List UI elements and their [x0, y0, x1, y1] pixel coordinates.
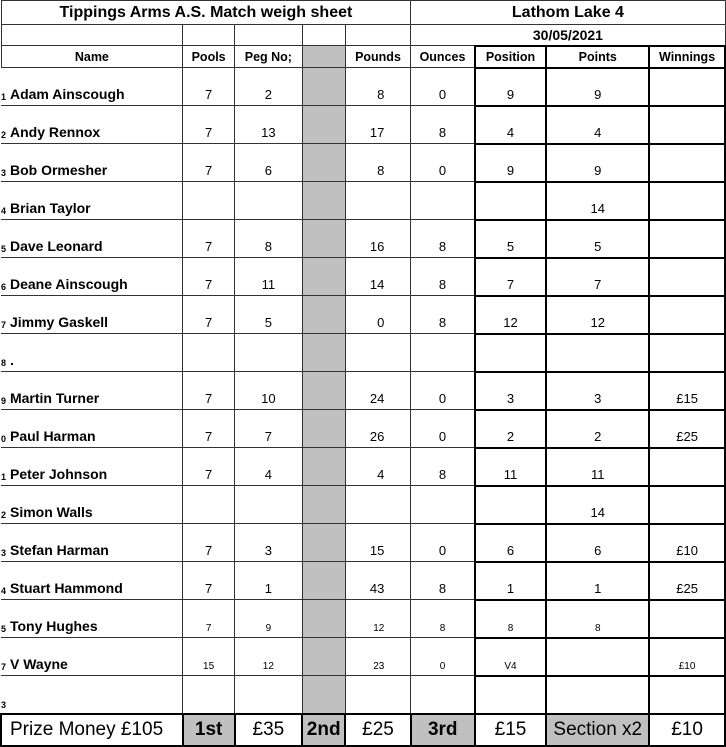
column-header-winnings: Winnings [649, 46, 725, 68]
pools-cell: 7 [183, 600, 235, 638]
peg-cell: 10 [235, 372, 303, 410]
angler-name: Jimmy Gaskell [8, 296, 183, 334]
row-number: 6 [1, 258, 8, 296]
column-header-position: Position [475, 46, 547, 68]
pools-cell: 7 [183, 258, 235, 296]
points-cell: 4 [546, 106, 649, 144]
position-cell: 7 [475, 258, 547, 296]
peg-cell: 13 [235, 106, 303, 144]
grey-spacer [302, 676, 345, 714]
points-cell: 14 [546, 182, 649, 220]
row-number: 3 [1, 144, 8, 182]
angler-name: Martin Turner [8, 372, 183, 410]
row-number: 3 [1, 524, 8, 562]
pools-cell: 7 [183, 220, 235, 258]
row-number: 0 [1, 410, 8, 448]
row-number: 4 [1, 562, 8, 600]
pools-cell: 7 [183, 562, 235, 600]
table-row [1, 448, 725, 486]
ounces-cell: 8 [411, 600, 475, 638]
column-header-ounces: Ounces [411, 46, 475, 68]
prize-money-total: Prize Money £105 [1, 714, 183, 746]
winnings-cell: £25 [649, 562, 725, 600]
position-cell: 8 [475, 600, 547, 638]
pounds-cell: 43 [345, 562, 411, 600]
grey-spacer [302, 258, 345, 296]
winnings-cell [649, 258, 725, 296]
winnings-cell [649, 448, 725, 486]
table-row [1, 144, 725, 182]
points-cell: 9 [546, 68, 649, 106]
angler-name: V Wayne [8, 638, 183, 676]
pounds-cell: 17 [345, 106, 411, 144]
winnings-cell [649, 334, 725, 372]
position-cell: 3 [475, 372, 547, 410]
points-cell [546, 676, 649, 714]
position-cell: 1 [475, 562, 547, 600]
blank-cell [183, 25, 235, 46]
points-cell: 11 [546, 448, 649, 486]
sheet-title: Tippings Arms A.S. Match weigh sheet [1, 1, 411, 25]
points-cell: 1 [546, 562, 649, 600]
grey-spacer [302, 524, 345, 562]
ounces-cell: 8 [411, 562, 475, 600]
pounds-cell: 12 [345, 600, 411, 638]
prize-section-value: £10 [649, 714, 725, 746]
points-cell: 3 [546, 372, 649, 410]
angler-name: Simon Walls [8, 486, 183, 524]
pools-cell [183, 334, 235, 372]
pools-cell [183, 182, 235, 220]
grey-spacer [302, 182, 345, 220]
row-number: 1 [1, 68, 8, 106]
position-cell: 4 [475, 106, 547, 144]
pounds-cell: 8 [345, 144, 411, 182]
table-row [1, 68, 725, 106]
winnings-cell [649, 68, 725, 106]
winnings-cell [649, 144, 725, 182]
position-cell: 2 [475, 410, 547, 448]
grey-spacer [302, 448, 345, 486]
table-row [1, 638, 725, 676]
table-row [1, 676, 725, 714]
winnings-cell [649, 182, 725, 220]
winnings-cell: £25 [649, 410, 725, 448]
pounds-cell: 0 [345, 296, 411, 334]
row-number: 7 [1, 296, 8, 334]
angler-name: Dave Leonard [8, 220, 183, 258]
grey-spacer [302, 486, 345, 524]
position-cell [475, 182, 547, 220]
pounds-cell: 4 [345, 448, 411, 486]
points-cell: 8 [546, 600, 649, 638]
points-cell: 7 [546, 258, 649, 296]
position-cell: 6 [475, 524, 547, 562]
position-cell [475, 334, 547, 372]
pools-cell: 7 [183, 524, 235, 562]
prize-first-value: £35 [235, 714, 303, 746]
prize-second-value: £25 [345, 714, 411, 746]
row-number: 9 [1, 372, 8, 410]
winnings-cell [649, 220, 725, 258]
pools-cell: 7 [183, 448, 235, 486]
peg-cell: 9 [235, 600, 303, 638]
position-cell: V4 [475, 638, 547, 676]
points-cell: 5 [546, 220, 649, 258]
angler-name [8, 676, 183, 714]
position-cell [475, 486, 547, 524]
grey-spacer [302, 46, 345, 68]
pounds-cell: 24 [345, 372, 411, 410]
ounces-cell [411, 334, 475, 372]
table-row [1, 372, 725, 410]
winnings-cell: £10 [649, 524, 725, 562]
peg-cell [235, 182, 303, 220]
winnings-cell: £15 [649, 372, 725, 410]
prize-second-label: 2nd [302, 714, 345, 746]
ounces-cell [411, 486, 475, 524]
pounds-cell: 15 [345, 524, 411, 562]
position-cell: 11 [475, 448, 547, 486]
table-row [1, 410, 725, 448]
position-cell: 12 [475, 296, 547, 334]
grey-spacer [302, 296, 345, 334]
angler-name: Andy Rennox [8, 106, 183, 144]
ounces-cell: 8 [411, 106, 475, 144]
angler-name: Deane Ainscough [8, 258, 183, 296]
position-cell [475, 676, 547, 714]
grey-spacer [302, 562, 345, 600]
pounds-cell: 14 [345, 258, 411, 296]
pounds-cell: 16 [345, 220, 411, 258]
grey-spacer [302, 638, 345, 676]
pounds-cell [345, 182, 411, 220]
position-cell: 9 [475, 68, 547, 106]
ounces-cell: 0 [411, 410, 475, 448]
pools-cell: 7 [183, 68, 235, 106]
grey-spacer [302, 410, 345, 448]
prize-section-label: Section x2 [546, 714, 649, 746]
column-header-points: Points [546, 46, 649, 68]
table-row [1, 106, 725, 144]
blank-cell [235, 25, 303, 46]
angler-name: Bob Ormesher [8, 144, 183, 182]
prize-first-label: 1st [183, 714, 235, 746]
pounds-cell [345, 676, 411, 714]
blank-cell [1, 25, 183, 46]
prize-third-label: 3rd [411, 714, 475, 746]
pools-cell: 7 [183, 106, 235, 144]
row-number: 5 [1, 220, 8, 258]
ounces-cell [411, 676, 475, 714]
peg-cell: 12 [235, 638, 303, 676]
grey-spacer [302, 144, 345, 182]
row-number: 8 [1, 334, 8, 372]
peg-cell: 5 [235, 296, 303, 334]
ounces-cell: 0 [411, 524, 475, 562]
pools-cell: 15 [183, 638, 235, 676]
venue-title: Lathom Lake 4 [411, 1, 725, 25]
winnings-cell [649, 676, 725, 714]
angler-name: Brian Taylor [8, 182, 183, 220]
winnings-cell [649, 600, 725, 638]
peg-cell: 4 [235, 448, 303, 486]
peg-cell: 11 [235, 258, 303, 296]
prize-third-value: £15 [475, 714, 547, 746]
row-number: 2 [1, 486, 8, 524]
ounces-cell: 8 [411, 258, 475, 296]
angler-name: Adam Ainscough [8, 68, 183, 106]
winnings-cell [649, 296, 725, 334]
peg-cell: 7 [235, 410, 303, 448]
ounces-cell: 0 [411, 372, 475, 410]
peg-cell [235, 486, 303, 524]
grey-spacer [302, 372, 345, 410]
pounds-cell: 23 [345, 638, 411, 676]
points-cell: 14 [546, 486, 649, 524]
angler-name: Stefan Harman [8, 524, 183, 562]
grey-spacer [302, 220, 345, 258]
ounces-cell: 0 [411, 144, 475, 182]
points-cell: 9 [546, 144, 649, 182]
column-header-name: Name [1, 46, 183, 68]
row-number: 3 [1, 676, 8, 714]
ounces-cell: 8 [411, 220, 475, 258]
blank-cell [302, 25, 345, 46]
table-row [1, 486, 725, 524]
points-cell: 2 [546, 410, 649, 448]
grey-spacer [302, 334, 345, 372]
pools-cell [183, 486, 235, 524]
winnings-cell [649, 106, 725, 144]
row-number: 4 [1, 182, 8, 220]
row-number: 1 [1, 448, 8, 486]
winnings-cell: £10 [649, 638, 725, 676]
pounds-cell [345, 486, 411, 524]
pools-cell: 7 [183, 410, 235, 448]
peg-cell [235, 334, 303, 372]
pools-cell: 7 [183, 372, 235, 410]
ounces-cell: 0 [411, 638, 475, 676]
row-number: 2 [1, 106, 8, 144]
position-cell: 9 [475, 144, 547, 182]
points-cell [546, 638, 649, 676]
peg-cell: 1 [235, 562, 303, 600]
column-header-pounds: Pounds [345, 46, 411, 68]
angler-name: Paul Harman [8, 410, 183, 448]
angler-name: Peter Johnson [8, 448, 183, 486]
pounds-cell: 8 [345, 68, 411, 106]
table-row [1, 258, 725, 296]
ounces-cell: 8 [411, 296, 475, 334]
position-cell: 5 [475, 220, 547, 258]
angler-name: . [8, 334, 183, 372]
table-row [1, 524, 725, 562]
pounds-cell [345, 334, 411, 372]
grey-spacer [302, 106, 345, 144]
peg-cell: 8 [235, 220, 303, 258]
peg-cell [235, 676, 303, 714]
column-header-pools: Pools [183, 46, 235, 68]
points-cell [546, 334, 649, 372]
pounds-cell: 26 [345, 410, 411, 448]
angler-name: Stuart Hammond [8, 562, 183, 600]
ounces-cell: 0 [411, 68, 475, 106]
column-header-peg: Peg No; [235, 46, 303, 68]
angler-name: Tony Hughes [8, 600, 183, 638]
pools-cell [183, 676, 235, 714]
blank-cell [345, 25, 411, 46]
grey-spacer [302, 68, 345, 106]
table-row [1, 182, 725, 220]
table-row [1, 296, 725, 334]
ounces-cell: 8 [411, 448, 475, 486]
table-row [1, 562, 725, 600]
peg-cell: 2 [235, 68, 303, 106]
points-cell: 12 [546, 296, 649, 334]
peg-cell: 6 [235, 144, 303, 182]
pools-cell: 7 [183, 144, 235, 182]
ounces-cell [411, 182, 475, 220]
match-date: 30/05/2021 [411, 25, 725, 46]
row-number: 5 [1, 600, 8, 638]
pools-cell: 7 [183, 296, 235, 334]
table-row [1, 600, 725, 638]
winnings-cell [649, 486, 725, 524]
grey-spacer [302, 600, 345, 638]
peg-cell: 3 [235, 524, 303, 562]
row-number: 7 [1, 638, 8, 676]
table-row [1, 220, 725, 258]
points-cell: 6 [546, 524, 649, 562]
table-row [1, 334, 725, 372]
